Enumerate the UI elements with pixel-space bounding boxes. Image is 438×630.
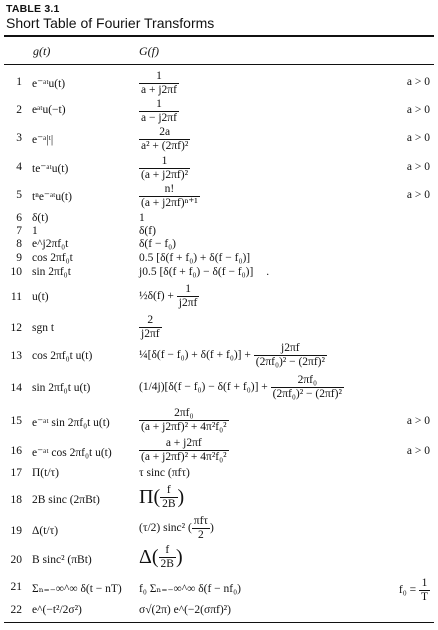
transform-denominator: a + j2πf [141, 84, 177, 96]
row-number: 20 [10, 554, 22, 566]
row-number: 1 [16, 76, 22, 88]
row-number: 9 [16, 252, 22, 264]
transform [139, 342, 327, 369]
transform: 0.5 [δ(f + f₀) + δ(f − f₀)] [139, 252, 251, 264]
transform-numerator: f [159, 544, 176, 558]
transform [139, 407, 229, 434]
row-number: 10 [10, 266, 22, 278]
row-number: 8 [16, 238, 22, 250]
condition: a > 0 [406, 161, 430, 173]
time-function: Δ(t/τ) [32, 525, 59, 537]
transform-denominator: (a + j2πf)² + 4π²f₀² [141, 451, 227, 463]
condition: a > 0 [406, 415, 430, 427]
row-number: 18 [10, 494, 22, 506]
time-function: Π(t/τ) [32, 467, 59, 479]
row-number: 15 [10, 415, 22, 427]
transform-denominator: a − j2πf [141, 112, 177, 124]
transform [139, 126, 190, 153]
time-function: sin 2πf₀t u(t) [32, 382, 91, 394]
header-g: g(t) [33, 44, 51, 58]
row-number: 6 [16, 212, 22, 224]
row-number: 4 [16, 161, 22, 173]
header-rule [4, 64, 434, 65]
time-function: tⁿe⁻ᵃᵗu(t) [32, 191, 72, 203]
transform [139, 266, 269, 278]
transform-denominator: j2πf [141, 328, 160, 340]
transform-denominator: a² + (2πf)² [141, 140, 189, 152]
condition: a > 0 [406, 189, 430, 201]
transform-numerator: 2a [139, 126, 190, 140]
transform [139, 314, 162, 341]
time-function: 1 [32, 225, 38, 237]
time-function: sgn t [32, 322, 55, 334]
transform-numerator: a + j2πf [139, 437, 229, 451]
transform-numerator: πfτ [193, 515, 209, 527]
transform: σ√(2π) e^(−2(σπf)²) [139, 604, 231, 616]
time-function: e⁻ᵃ|ᵗ| [32, 134, 54, 146]
transform-denominator: (2πf₀)² − (2πf)² [255, 356, 325, 368]
row-number: 5 [16, 189, 22, 201]
row-number: 3 [16, 132, 22, 144]
transform-numerator: 2 [139, 314, 162, 328]
time-function: B sinc² (πBt) [32, 554, 92, 566]
time-function: e⁻ᵃᵗ sin 2πf₀t u(t) [32, 417, 110, 429]
bottom-rule [4, 622, 434, 623]
transform: δ(f) [139, 225, 156, 237]
row-number: 16 [10, 445, 22, 457]
transform-prefix: (τ/2) sinc² ( [139, 522, 192, 535]
table-label: TABLE 3.1 [6, 3, 60, 15]
transform [139, 484, 184, 511]
condition-numerator: 1 [419, 577, 430, 591]
time-function: te⁻ᵃᵗu(t) [32, 163, 69, 175]
row-number: 2 [16, 104, 22, 116]
row-number: 13 [10, 350, 22, 362]
condition-prefix: f₀ = [398, 584, 417, 597]
time-function: e^(−t²/2σ²) [32, 604, 82, 616]
transform-denominator: 2B [162, 498, 176, 510]
condition: a > 0 [406, 445, 430, 457]
transform: f₀ Σₙ₌₋∞^∞ δ(f − nf₀) [139, 583, 241, 595]
transform-numerator: 1 [139, 155, 190, 169]
transform [139, 374, 344, 401]
transform-text: j0.5 [δ(f + f₀) − δ(f − f₀)] [139, 266, 254, 278]
transform-denominator: (a + j2πf)² [141, 169, 189, 181]
transform-denominator: (a + j2πf)ⁿ⁺¹ [141, 197, 198, 209]
transform [139, 98, 179, 125]
transform: δ(f − f₀) [139, 238, 176, 250]
transform-denominator: (a + j2πf)² + 4π²f₀² [141, 421, 227, 433]
time-function: e^j2πf₀t [32, 238, 69, 250]
transform [139, 544, 183, 571]
top-rule [4, 35, 434, 37]
transform-denominator: 2 [198, 529, 204, 541]
row-number: 22 [10, 604, 22, 616]
transform-denominator: 2B [160, 558, 174, 570]
stray-mark: . [266, 266, 270, 278]
condition [399, 577, 430, 604]
transform-denominator: (2πf₀)² − (2πf)² [272, 388, 342, 400]
row-number: 7 [16, 225, 22, 237]
row-number: 12 [10, 322, 22, 334]
transform-suffix: ) [175, 546, 183, 568]
transform-suffix: ) [177, 486, 185, 508]
time-function: e⁻ᵃᵗ cos 2πf₀t u(t) [32, 447, 112, 459]
row-number: 11 [10, 291, 22, 303]
transform [139, 283, 199, 310]
time-function: cos 2πf₀t u(t) [32, 350, 93, 362]
row-number: 19 [10, 525, 22, 537]
transform-numerator: 1 [139, 98, 179, 112]
transform-numerator: j2πf [254, 342, 327, 356]
condition: a > 0 [406, 104, 430, 116]
transform-prefix: ½δ(f) + [139, 290, 174, 303]
condition: a > 0 [406, 76, 430, 88]
row-number: 17 [10, 467, 22, 479]
transform-prefix: (1/4j)[δ(f − f₀) − δ(f + f₀)] + [139, 381, 268, 394]
transform-denominator: j2πf [178, 297, 198, 309]
time-function: u(t) [32, 291, 49, 303]
time-function: sin 2πf₀t [32, 266, 71, 278]
transform [139, 155, 190, 182]
time-function: cos 2πf₀t [32, 252, 73, 264]
row-number: 14 [10, 382, 22, 394]
time-function: e⁻ᵃᵗu(t) [32, 78, 66, 90]
transform-numerator: 1 [139, 70, 179, 84]
time-function: Σₙ₌₋∞^∞ δ(t − nT) [32, 583, 122, 595]
time-function: eᵃᵗu(−t) [32, 104, 66, 116]
condition: a > 0 [406, 132, 430, 144]
condition-denominator: T [420, 591, 428, 603]
transform-numerator: 2πf₀ [139, 407, 229, 421]
header-G: G(f) [139, 44, 159, 58]
transform [139, 515, 214, 542]
transform-numerator: 2πf₀ [271, 374, 344, 388]
transform-numerator: f [160, 484, 177, 498]
transform-suffix: ) [210, 522, 214, 535]
transform-prefix: Π( [139, 486, 161, 508]
transform [139, 437, 229, 464]
transform [139, 70, 179, 97]
transform [139, 183, 200, 210]
time-function: 2B sinc (2πBt) [32, 494, 100, 506]
transform: τ sinc (πfτ) [139, 467, 190, 479]
time-function: δ(t) [32, 212, 49, 224]
transform-numerator: 1 [177, 283, 200, 297]
row-number: 21 [10, 581, 22, 593]
transform-prefix: ¼[δ(f − f₀) + δ(f + f₀)] + [139, 349, 251, 362]
transform-prefix: Δ( [139, 546, 159, 568]
transform-numerator: n! [139, 183, 200, 197]
transform: 1 [139, 212, 145, 224]
table-title: Short Table of Fourier Transforms [6, 15, 215, 31]
